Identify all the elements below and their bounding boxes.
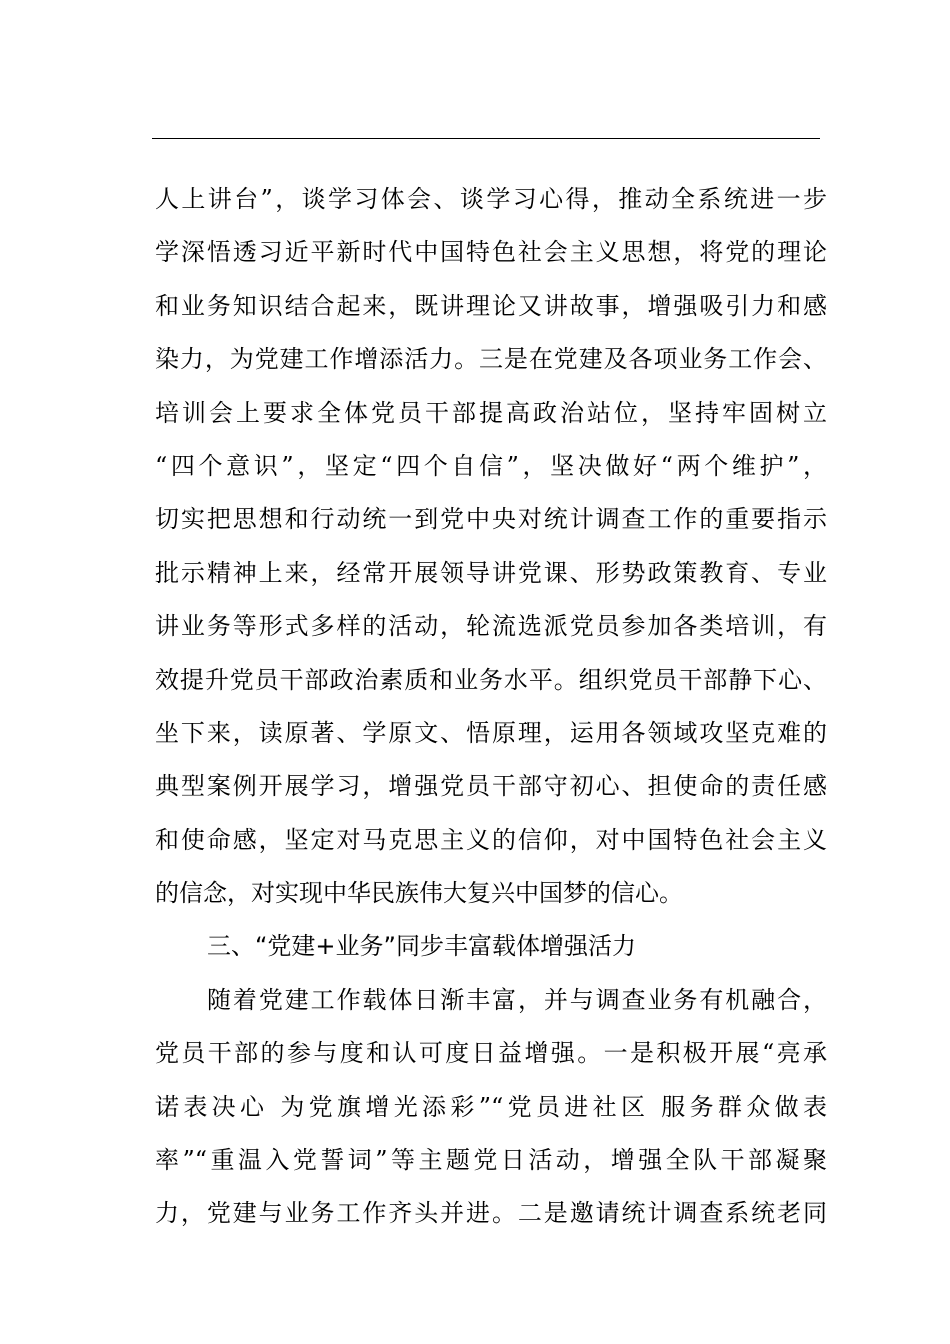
document-body (155, 173, 827, 1241)
text-line: 率”“重温入党誓词”等主题党日活动，增强全队干部凝聚 (155, 1146, 827, 1175)
text-line: 的信念，对实现中华民族伟大复兴中国梦的信心。 (155, 879, 683, 908)
text-line: 坐下来，读原著、学原文、悟原理，运用各领域攻坚克难的 (155, 718, 827, 747)
header-rule (152, 138, 820, 139)
text-line: 力，党建与业务工作齐头并进。二是邀请统计调查系统老同 (155, 1199, 827, 1228)
text-line: 和使命感，坚定对马克思主义的信仰，对中国特色社会主义 (155, 825, 827, 854)
text-line: 典型案例开展学习，增强党员干部守初心、担使命的责任感 (155, 772, 827, 801)
text-line: 效提升党员干部政治素质和业务水平。组织党员干部静下心、 (155, 665, 827, 694)
text-line: 党员干部的参与度和认可度日益增强。一是积极开展“亮承 (155, 1039, 827, 1068)
text-line: 批示精神上来，经常开展领导讲党课、形势政策教育、专业 (155, 558, 827, 587)
text-line: 学深悟透习近平新时代中国特色社会主义思想，将党的理论 (155, 238, 827, 267)
text-line: 诺表决心 为党旗增光添彩”“党员进社区 服务群众做表 (155, 1092, 827, 1121)
text-line: 讲业务等形式多样的活动，轮流选派党员参加各类培训，有 (155, 612, 827, 641)
text-line: 切实把思想和行动统一到党中央对统计调查工作的重要指示 (155, 505, 827, 534)
paragraph-2 (155, 974, 827, 1241)
section-heading: 三、“党建+业务”同步丰富载体增强活力 (207, 932, 636, 961)
text-line: 染力，为党建工作增添活力。三是在党建及各项业务工作会、 (155, 345, 827, 374)
text-line: “四个意识”，坚定“四个自信”，坚决做好“两个维护”， (155, 451, 827, 480)
text-line: 和业务知识结合起来，既讲理论又讲故事，增强吸引力和感 (155, 291, 827, 320)
paragraph-1 (155, 173, 827, 920)
text-line: 培训会上要求全体党员干部提高政治站位，坚持牢固树立 (155, 398, 827, 427)
text-line: 人上讲台”，谈学习体会、谈学习心得，推动全系统进一步 (155, 185, 827, 213)
text-line: 随着党建工作载体日渐丰富，并与调查业务有机融合， (207, 985, 827, 1014)
